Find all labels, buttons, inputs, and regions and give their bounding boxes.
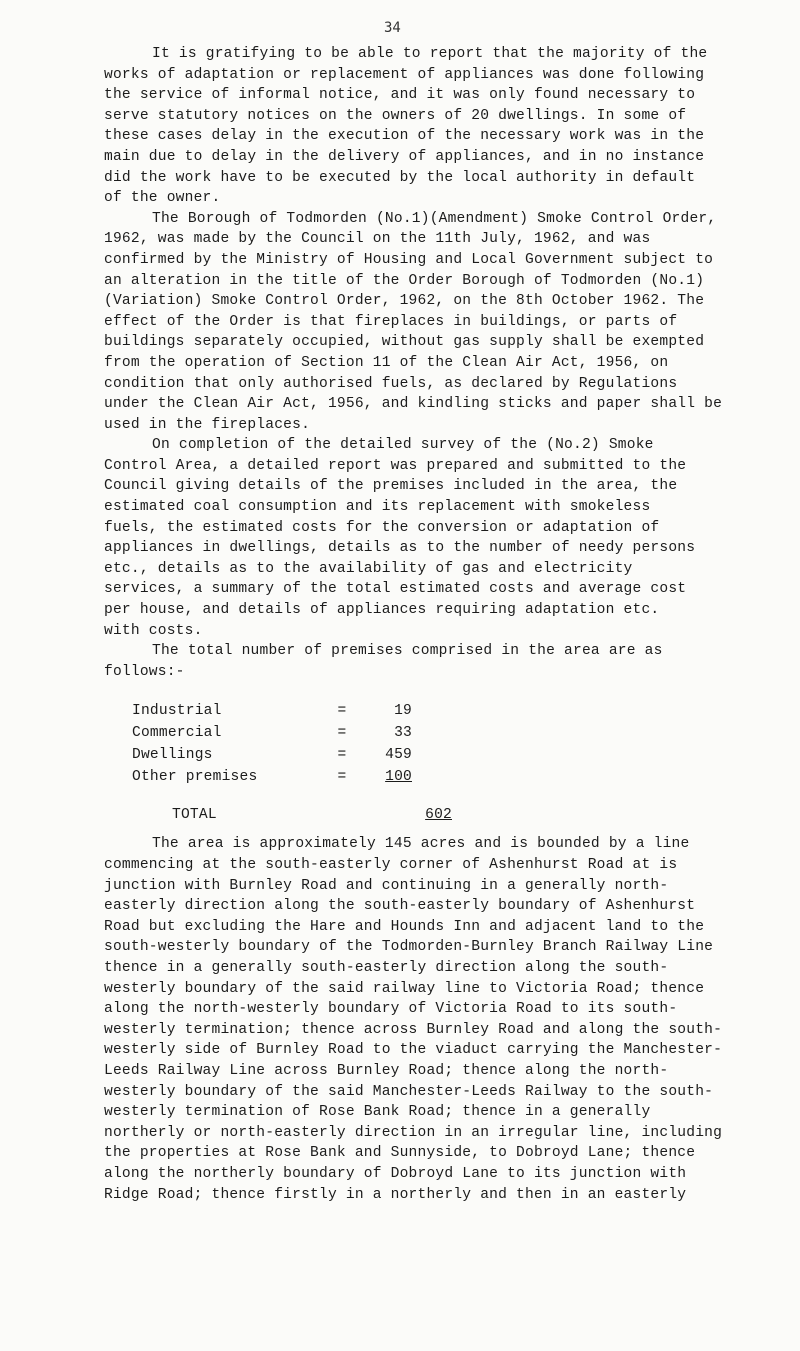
paragraph-survey-report xyxy=(48,435,748,641)
text-line: services, a summary of the total estimated costs and average cost xyxy=(104,581,687,598)
text-line: commencing at the south-easterly corner of Ashenhurst Road at is xyxy=(104,857,678,873)
premises-count: 100 xyxy=(385,769,412,786)
text-line: used in the fireplaces. xyxy=(104,416,311,433)
equals-sign: = xyxy=(337,747,347,764)
premises-label: Other premises xyxy=(132,769,258,786)
text-line: etc., details as to the availability of gas and electricity xyxy=(104,560,633,577)
text-line: main due to delay in the delivery of appliances, and in no instance xyxy=(104,148,705,165)
text-line: westerly side of Burnley Road to the viaduct carrying the Manchester- xyxy=(104,1042,723,1059)
total-label: TOTAL xyxy=(172,807,217,824)
text-line: thence in a generally south-easterly direction along the south- xyxy=(104,959,669,976)
text-line: from the operation of Section 11 of the Clean Air Act, 1956, on xyxy=(104,354,669,371)
text-line: serve statutory notices on the owners of 20 dwellings. In some of xyxy=(104,107,687,124)
text-line: condition that only authorised fuels, as declared by Regulations xyxy=(104,375,678,392)
premises-label: Dwellings xyxy=(132,747,213,764)
text-line: under the Clean Air Act, 1956, and kindling sticks and paper shall be xyxy=(104,396,723,413)
text-line: did the work have to be executed by the local authority in default xyxy=(104,169,696,186)
text-line: buildings separately occupied, without gas supply shall be exempted xyxy=(104,334,705,351)
text-line: an alteration in the title of the Order Borough of Todmorden (No.1) xyxy=(104,272,705,289)
text-line: (Variation) Smoke Control Order, 1962, on the 8th October 1962. The xyxy=(104,293,705,310)
table-row xyxy=(132,722,412,744)
text-line: the service of informal notice, and it was only found necessary to xyxy=(104,87,696,104)
paragraph-area-boundary xyxy=(48,834,748,1205)
page-number: 34 xyxy=(384,20,401,36)
text-line: follows:- xyxy=(104,663,185,680)
text-line: westerly boundary of the said railway line to Victoria Road; thence xyxy=(104,980,705,997)
premises-count: 19 xyxy=(394,703,412,720)
premises-label: Commercial xyxy=(132,725,222,742)
paragraph-adaptation-works xyxy=(48,44,748,209)
premises-label: Industrial xyxy=(132,703,222,720)
premises-total-row xyxy=(172,804,748,826)
text-line: confirmed by the Ministry of Housing and Local Government subject to xyxy=(104,251,714,268)
text-line: Council giving details of the premises included in the area, the xyxy=(104,478,678,495)
paragraph-smoke-control-order xyxy=(48,209,748,436)
table-row xyxy=(132,744,412,766)
text-line: estimated coal consumption and its replacement with smokeless xyxy=(104,499,651,516)
text-line: westerly boundary of the said Manchester-Leeds Railway to the south- xyxy=(104,1083,714,1100)
table-row xyxy=(132,700,412,722)
text-line: of the owner. xyxy=(104,190,221,207)
text-line: Ridge Road; thence firstly in a northerly and then in an easterly xyxy=(104,1186,687,1203)
text-line: per house, and details of appliances requiring adaptation etc. xyxy=(104,602,660,619)
text-line: south-westerly boundary of the Todmorden-Burnley Branch Railway Line xyxy=(104,939,714,956)
text-line: along the north-westerly boundary of Victoria Road to its south- xyxy=(104,1001,678,1018)
text-line: On completion of the detailed survey of the (No.2) Smoke xyxy=(152,437,654,454)
text-line: The total number of premises comprised in the area are as xyxy=(152,643,663,660)
text-line: the properties at Rose Bank and Sunnyside, to Dobroyd Lane; thence xyxy=(104,1145,696,1162)
text-line: junction with Burnley Road and continuing in a generally north- xyxy=(104,877,669,894)
text-line: Leeds Railway Line across Burnley Road; thence along the north- xyxy=(104,1062,669,1079)
text-line: Road but excluding the Hare and Hounds Inn and adjacent land to the xyxy=(104,918,705,935)
text-line: The Borough of Todmorden (No.1)(Amendment) Smoke Control Order, xyxy=(152,210,717,227)
table-row xyxy=(132,766,412,788)
equals-sign: = xyxy=(337,769,347,786)
text-line: Control Area, a detailed report was prepared and submitted to the xyxy=(104,457,687,474)
equals-sign: = xyxy=(337,703,347,720)
equals-sign: = xyxy=(337,725,347,742)
premises-count: 33 xyxy=(394,725,412,742)
text-line: easterly direction along the south-easterly boundary of Ashenhurst xyxy=(104,898,696,915)
text-line: westerly termination of Rose Bank Road; thence in a generally xyxy=(104,1104,651,1121)
text-line: 1962, was made by the Council on the 11th July, 1962, and was xyxy=(104,231,651,248)
text-line: northerly or north-easterly direction in an irregular line, including xyxy=(104,1124,723,1141)
text-line: effect of the Order is that fireplaces in buildings, or parts of xyxy=(104,313,678,330)
text-line: westerly termination; thence across Burnley Road and along the south- xyxy=(104,1021,723,1038)
document-body xyxy=(48,44,748,1205)
text-line: appliances in dwellings, details as to the number of needy persons xyxy=(104,540,696,557)
text-line: along the northerly boundary of Dobroyd Lane to its junction with xyxy=(104,1165,687,1182)
text-line: fuels, the estimated costs for the conversion or adaptation of xyxy=(104,519,660,536)
text-line: with costs. xyxy=(104,622,203,639)
text-line: The area is approximately 145 acres and is bounded by a line xyxy=(152,836,690,853)
paragraph-premises-intro xyxy=(48,641,748,682)
premises-table xyxy=(132,700,412,788)
text-line: It is gratifying to be able to report that the majority of the xyxy=(152,46,708,62)
text-line: these cases delay in the execution of the necessary work was in the xyxy=(104,128,705,145)
total-value: 602 xyxy=(425,807,452,824)
premises-count: 459 xyxy=(385,747,412,764)
text-line: works of adaptation or replacement of appliances was done following xyxy=(104,66,705,83)
